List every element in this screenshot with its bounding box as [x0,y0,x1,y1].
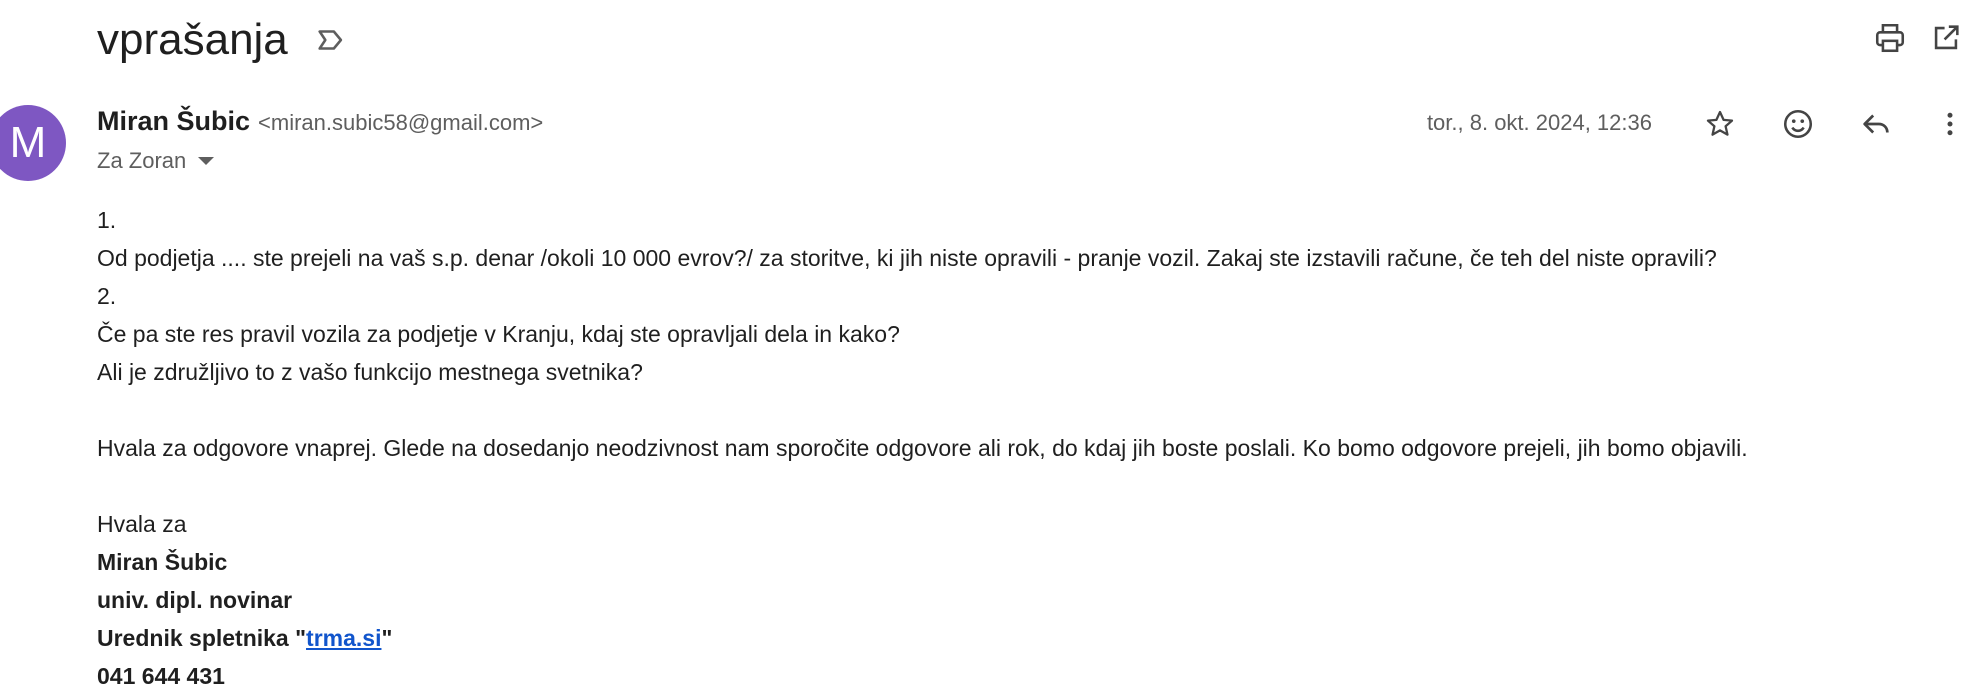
more-vert-icon[interactable] [1928,102,1972,146]
open-in-new-window-icon[interactable] [1926,18,1966,58]
avatar-letter: M [9,118,47,167]
signature-title: univ. dipl. novinar [97,587,293,613]
signature-editor [97,619,1957,657]
sender-info [97,106,543,138]
body-line: 2. [97,283,117,309]
print-icon[interactable] [1870,18,1910,58]
body-line: Hvala za odgovore vnaprej. Glede na dosedanjo neodzivnost nam sporočite odgovore ali rok, do kdaj jih boste poslali. Ko bomo odgovore prejeli, jih bomo objavili. [97,435,1748,461]
spacer [97,467,1957,505]
sender-email: <miran.subic58@gmail.com> [258,110,544,135]
spacer [97,391,1957,429]
signature-editor-suffix: " [381,625,393,651]
chevron-down-icon [198,157,214,165]
subject-text: vprašanja [97,15,288,64]
message-date: tor., 8. okt. 2024, 12:36 [1426,110,1652,135]
signature-greeting: Hvala za [97,511,187,537]
star-icon[interactable] [1698,102,1742,146]
message-body [97,201,1957,695]
website-link[interactable]: trma.si [306,625,382,651]
body-line: Ali je združljivo to z vašo funkcijo mestnega svetnika? [97,359,643,385]
body-line: 1. [97,207,117,233]
sender-name[interactable]: Miran Šubic [97,106,251,136]
email-subject [97,10,348,70]
body-line: Od podjetja .... ste prejeli na vaš s.p. denar /okoli 10 000 evrov?/ za storitve, ki jih niste opravili - pranje vozil. Zakaj ste izstavili račune, če teh del niste opravili? [97,245,1717,271]
add-reaction-icon[interactable] [1776,102,1820,146]
important-label-icon[interactable] [314,23,348,57]
recipient-label: Za Zoran [97,148,187,173]
reply-icon[interactable] [1854,102,1898,146]
signature [97,505,1957,695]
body-line: Če pa ste res pravil vozila za podjetje v Kranju, kdaj ste opravljali dela in kako? [97,321,900,347]
recipient-details-toggle[interactable] [97,148,214,174]
signature-phone: 041 644 431 [97,663,225,689]
avatar[interactable] [0,105,66,181]
signature-name: Miran Šubic [97,549,228,575]
signature-editor-prefix: Urednik spletnika " [97,625,307,651]
